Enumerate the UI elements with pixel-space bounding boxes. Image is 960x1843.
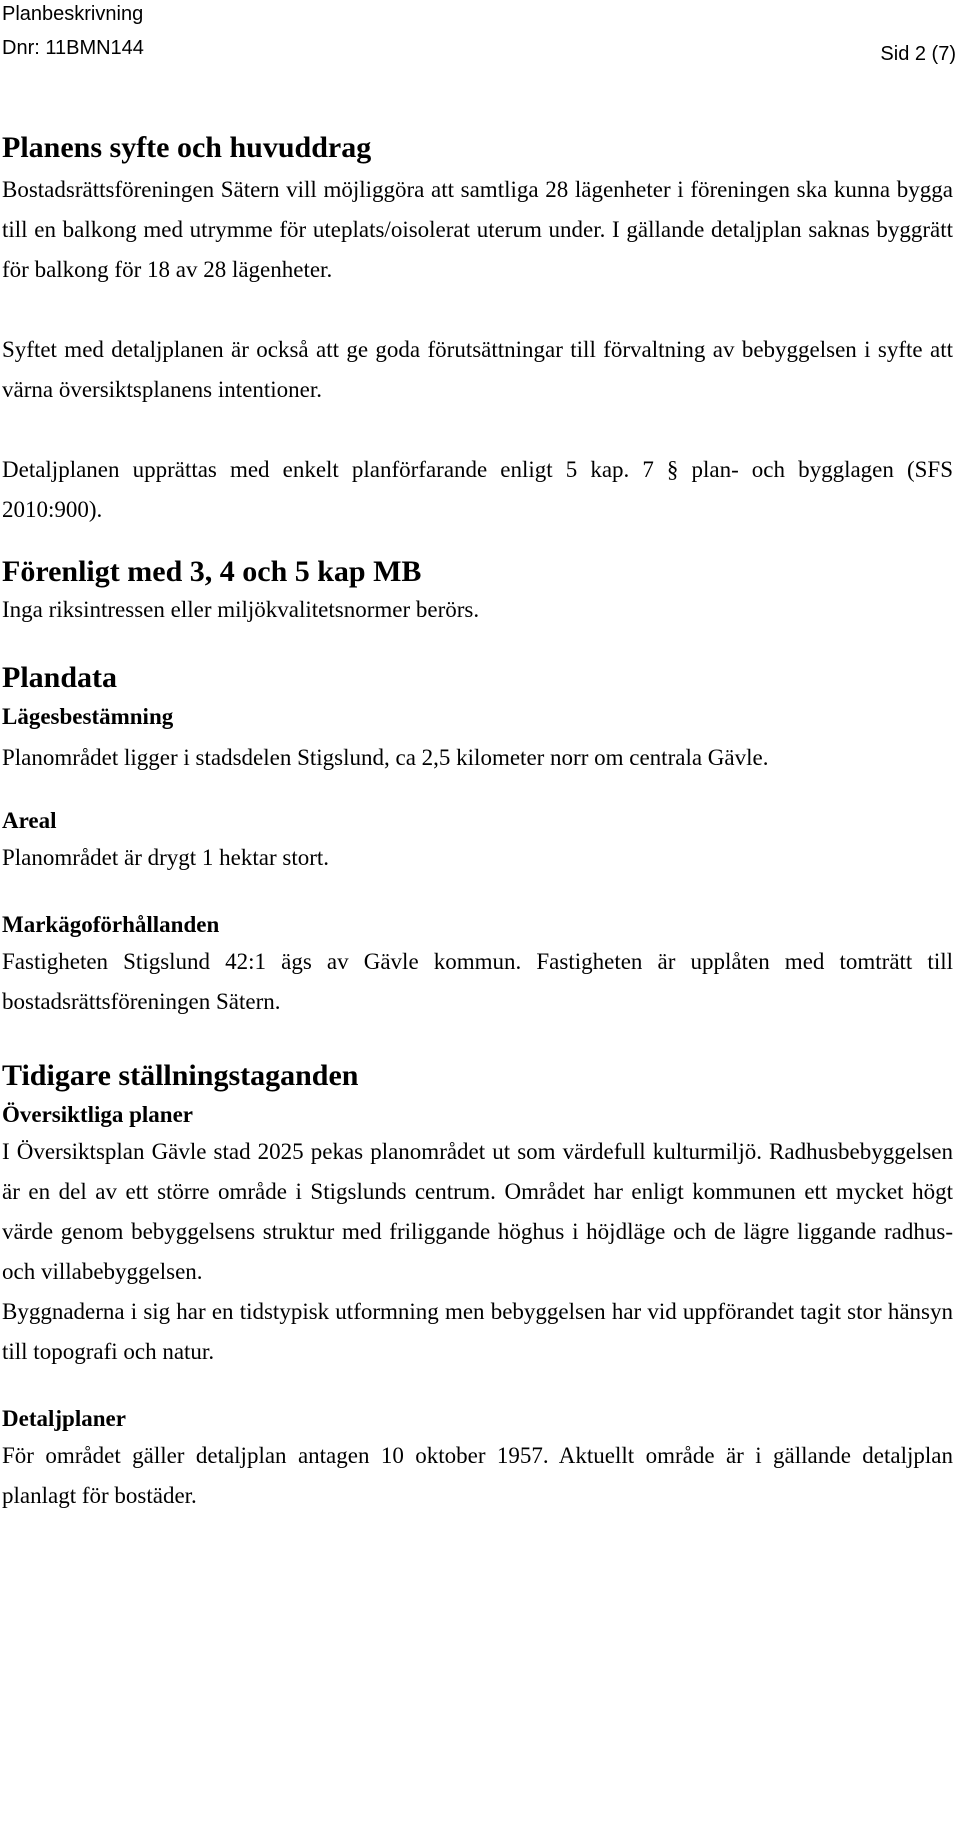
paragraph-markagoforhallanden: Fastigheten Stigslund 42:1 ägs av Gävle kommun. Fastigheten är upplåten med tomträtt till bostadsrättsföreningen Sätern. [2, 949, 953, 1014]
paragraph-byggnaderna: Byggnaderna i sig har en tidstypisk utformning men bebyggelsen har vid uppförandet tagit stor hänsyn till topografi och natur. [2, 1299, 953, 1364]
paragraph-mb: Inga riksintressen eller miljökvalitetsnormer berörs. [2, 597, 480, 622]
heading-plandata: Plandata [2, 661, 118, 694]
subheading-lagesbestamning: Lägesbestämning [2, 704, 174, 729]
paragraph-lagesbestamning: Planområdet ligger i stadsdelen Stigslund, ca 2,5 kilometer norr om centrala Gävle. [2, 745, 769, 770]
document-reference: Dnr: 11BMN144 [2, 37, 144, 59]
heading-forenligt-mb: Förenligt med 3, 4 och 5 kap MB [2, 555, 422, 588]
heading-planens-syfte: Planens syfte och huvuddrag [2, 131, 372, 164]
subheading-markagoforhallanden: Markägoförhållanden [2, 912, 220, 937]
document-title: Planbeskrivning [2, 3, 144, 25]
paragraph-syfte-forvaltning: Syftet med detaljplanen är också att ge goda förutsättningar till förvaltning av bebyggelsen i syfte att värna översiktsplanens intentioner. [2, 337, 953, 402]
heading-tidigare-stallningstaganden: Tidigare ställningstaganden [2, 1059, 359, 1092]
paragraph-detaljplaner: För området gäller detaljplan antagen 10 oktober 1957. Aktuellt område är i gällande detaljplan planlagt för bostäder. [2, 1443, 953, 1508]
paragraph-oversiktsplan: I Översiktsplan Gävle stad 2025 pekas planområdet ut som värdefull kulturmiljö. Radhusbebyggelsen är en del av ett större område i Stigslunds centrum. Området har enligt kommunen ett mycket högt värde genom bebyggelsens struktur med friliggande höghus i höjdläge och de lägre liggande radhus- och villabebyggelsen. [2, 1139, 953, 1284]
document-body [2, 130, 953, 1516]
subheading-areal: Areal [2, 808, 57, 833]
paragraph-syfte-intro: Bostadsrättsföreningen Sätern vill möjliggöra att samtliga 28 lägenheter i föreningen ska kunna bygga till en balkong med utrymme för uteplats/oisolerat uterum under. I gällande detaljplan saknas byggrätt för balkong för 18 av 28 lägenheter. [2, 177, 953, 282]
paragraph-planforfarande: Detaljplanen upprättas med enkelt planförfarande enligt 5 kap. 7 § plan- och bygglagen (SFS 2010:900). [2, 457, 953, 522]
paragraph-areal: Planområdet är drygt 1 hektar stort. [2, 845, 330, 870]
subheading-oversiktliga-planer: Översiktliga planer [2, 1102, 194, 1127]
page-number: Sid 2 (7) [880, 43, 956, 65]
subheading-detaljplaner: Detaljplaner [2, 1406, 126, 1431]
